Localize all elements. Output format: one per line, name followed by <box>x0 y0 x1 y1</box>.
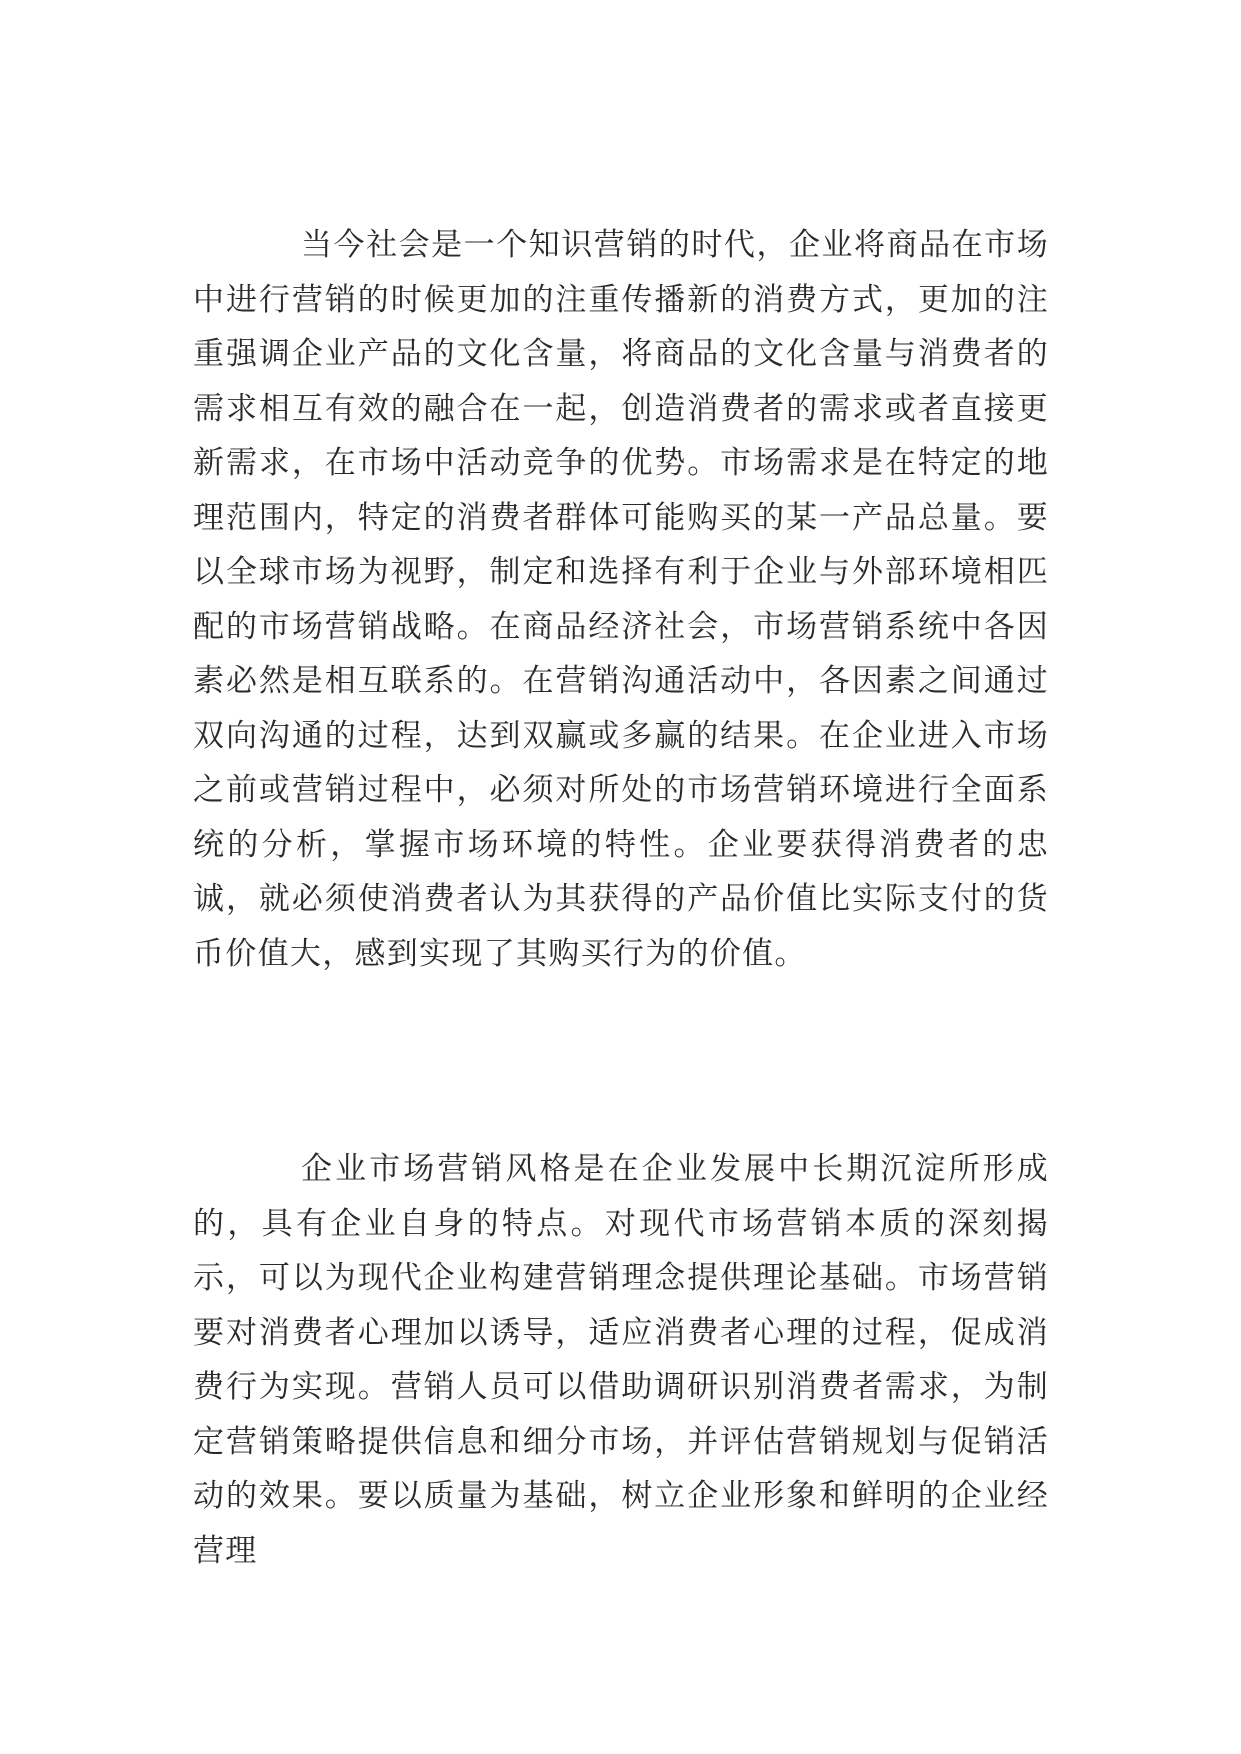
paragraph-2: 企业市场营销风格是在企业发展中长期沉淀所形成的，具有企业自身的特点。对现代市场营销本质的深刻揭示，可以为现代企业构建营销理念提供理论基础。市场营销要对消费者心理加以诱导，适应消费者心理的过程，促成消费行为实现。营销人员可以借助调研识别消费者需求，为制定营销策略提供信息和细分市场，并评估营销规划与促销活动的效果。要以质量为基础，树立企业形象和鲜明的企业经营理 <box>193 1151 1049 1569</box>
paragraph-1: 当今社会是一个知识营销的时代，企业将商品在市场中进行营销的时候更加的注重传播新的消费方式，更加的注重强调企业产品的文化含量，将商品的文化含量与消费者的需求相互有效的融合在一起，创造消费者的需求或者直接更新需求，在市场中活动竞争的优势。市场需求是在特定的地理范围内，特定的消费者群体可能购买的某一产品总量。要以全球市场为视野，制定和选择有利于企业与外部环境相匹配的市场营销战略。在商品经济社会，市场营销系统中各因素必然是相互联系的。在营销沟通活动中，各因素之间通过双向沟通的过程，达到双赢或多赢的结果。在企业进入市场之前或营销过程中，必须对所处的市场营销环境进行全面系统的分析，掌握市场环境的特性。企业要获得消费者的忠诚，就必须使消费者认为其获得的产品价值比实际支付的货币价值大，感到实现了其购买行为的价值。 <box>193 227 1049 972</box>
